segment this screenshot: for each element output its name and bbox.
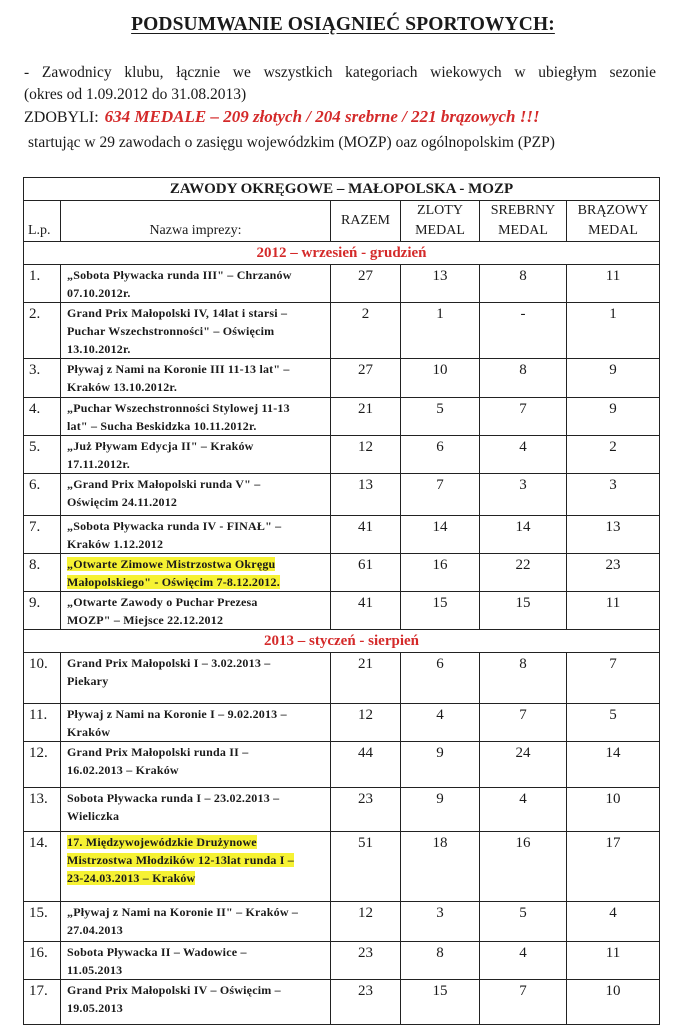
- table-row: [24, 653, 660, 704]
- event-name: [61, 516, 331, 554]
- total-medals: 2: [331, 303, 401, 359]
- table-row: [24, 742, 660, 788]
- event-name-line: Grand Prix Małopolski IV, 14lat i starsi –: [67, 306, 288, 320]
- gold-medals: 7: [401, 474, 480, 516]
- total-medals: 12: [331, 704, 401, 742]
- event-name-line: Pływaj z Nami na Koronie III 11-13 lat" –: [67, 362, 290, 376]
- event-name-line: Piekary: [67, 674, 109, 688]
- bronze-medals: 10: [567, 788, 660, 832]
- silver-medals: 5: [480, 902, 567, 942]
- header-bronze: [567, 201, 660, 242]
- bronze-medals: 23: [567, 554, 660, 592]
- total-medals: 27: [331, 359, 401, 398]
- total-medals: 41: [331, 516, 401, 554]
- bronze-medals: 9: [567, 359, 660, 398]
- event-name-line: Wieliczka: [67, 809, 120, 823]
- gold-medals: 9: [401, 742, 480, 788]
- event-name-line: „Sobota Pływacka runda III" – Chrzanów: [67, 268, 292, 282]
- event-name-line: Grand Prix Małopolski runda II –: [67, 745, 249, 759]
- event-name-line: Grand Prix Małopolski I – 3.02.2013 –: [67, 656, 271, 670]
- table-header-row: [24, 201, 660, 242]
- event-name-line: lat" – Sucha Beskidzka 10.11.2012r.: [67, 419, 257, 433]
- intro-paragraph: [24, 62, 656, 106]
- gold-medals: 16: [401, 554, 480, 592]
- gold-medals: 15: [401, 592, 480, 630]
- table-row: [24, 265, 660, 303]
- medal-summary: [24, 107, 540, 127]
- total-medals: 41: [331, 592, 401, 630]
- total-medals: 23: [331, 942, 401, 980]
- table-row: [24, 303, 660, 359]
- header-bronze-line1: BRĄZOWY: [577, 203, 649, 218]
- table-row: [24, 902, 660, 942]
- event-name-line: Grand Prix Małopolski IV – Oświęcim –: [67, 983, 281, 997]
- row-number: 6.: [24, 474, 61, 516]
- page-title: PODSUMWANIE OSIĄGNIEĆ SPORTOWYCH:: [131, 14, 555, 35]
- bronze-medals: 13: [567, 516, 660, 554]
- row-number: 12.: [24, 742, 61, 788]
- header-silver: [480, 201, 567, 242]
- header-total: RAZEM: [331, 201, 401, 242]
- silver-medals: 16: [480, 832, 567, 902]
- event-name: [61, 980, 331, 1025]
- event-name: [61, 832, 331, 902]
- event-name-line: Kraków 1.12.2012: [67, 537, 164, 551]
- event-name: [61, 436, 331, 474]
- row-number: 15.: [24, 902, 61, 942]
- header-gold-line1: ZLOTY: [417, 203, 463, 218]
- event-name: [61, 265, 331, 303]
- total-medals: 23: [331, 980, 401, 1025]
- table-row: [24, 398, 660, 436]
- header-gold: [401, 201, 480, 242]
- intro-line-2: (okres od 1.09.2012 do 31.08.2013): [24, 86, 247, 103]
- header-name: Nazwa imprezy:: [61, 201, 331, 242]
- gold-medals: 18: [401, 832, 480, 902]
- table-row: [24, 832, 660, 902]
- row-number: 16.: [24, 942, 61, 980]
- gold-medals: 13: [401, 265, 480, 303]
- row-number: 8.: [24, 554, 61, 592]
- section-label: 2012 – wrzesień - grudzień: [24, 242, 660, 265]
- event-name-line: 17. Międzywojewódzkie Drużynowe: [67, 835, 257, 849]
- silver-medals: 4: [480, 788, 567, 832]
- total-medals: 13: [331, 474, 401, 516]
- row-number: 7.: [24, 516, 61, 554]
- event-name-line: „Otwarte Zimowe Mistrzostwa Okręgu: [67, 557, 276, 571]
- silver-medals: 22: [480, 554, 567, 592]
- event-name-line: Sobota Pływacka runda I – 23.02.2013 –: [67, 791, 280, 805]
- event-name-line: Oświęcim 24.11.2012: [67, 495, 178, 509]
- results-table: [23, 177, 660, 1025]
- total-medals: 21: [331, 653, 401, 704]
- intro-line-1: - Zawodnicy klubu, łącznie we wszystkich kategoriach wiekowych w ubiegłym sezonie: [24, 64, 656, 81]
- total-medals: 44: [331, 742, 401, 788]
- row-number: 4.: [24, 398, 61, 436]
- section-row: [24, 630, 660, 653]
- event-name: [61, 474, 331, 516]
- table-caption: ZAWODY OKRĘGOWE – MAŁOPOLSKA - MOZP: [24, 178, 660, 201]
- silver-medals: 3: [480, 474, 567, 516]
- header-bronze-line2: MEDAL: [588, 223, 638, 238]
- silver-medals: 15: [480, 592, 567, 630]
- bronze-medals: 11: [567, 592, 660, 630]
- table-row: [24, 704, 660, 742]
- bronze-medals: 10: [567, 980, 660, 1025]
- bronze-medals: 11: [567, 265, 660, 303]
- bronze-medals: 14: [567, 742, 660, 788]
- silver-medals: 7: [480, 398, 567, 436]
- gold-medals: 10: [401, 359, 480, 398]
- event-name-line: MOZP" – Miejsce 22.12.2012: [67, 613, 224, 627]
- event-name: [61, 554, 331, 592]
- event-name: [61, 303, 331, 359]
- event-name: [61, 398, 331, 436]
- event-name-line: Puchar Wszechstronności" – Oświęcim: [67, 324, 275, 338]
- row-number: 13.: [24, 788, 61, 832]
- silver-medals: 4: [480, 942, 567, 980]
- table-row: [24, 436, 660, 474]
- silver-medals: 7: [480, 980, 567, 1025]
- event-name-line: Kraków: [67, 725, 111, 739]
- event-name-line: Mistrzostwa Młodzików 12-13lat runda I –: [67, 853, 294, 867]
- total-medals: 21: [331, 398, 401, 436]
- row-number: 11.: [24, 704, 61, 742]
- header-lp: L.p.: [24, 201, 61, 242]
- won-summary: 634 MEDALE – 209 złotych / 204 srebrne / 221 brązowych !!!: [104, 107, 540, 126]
- event-name-line: „Grand Prix Małopolski runda V" –: [67, 477, 261, 491]
- competitions-line: startując w 29 zawodach o zasięgu wojewódzkim (MOZP) oaz ogólnopolskim (PZP): [28, 134, 555, 151]
- bronze-medals: 5: [567, 704, 660, 742]
- event-name-line: „Otwarte Zawody o Puchar Prezesa: [67, 595, 258, 609]
- gold-medals: 3: [401, 902, 480, 942]
- silver-medals: 4: [480, 436, 567, 474]
- row-number: 10.: [24, 653, 61, 704]
- table-row: [24, 788, 660, 832]
- event-name: [61, 788, 331, 832]
- bronze-medals: 3: [567, 474, 660, 516]
- table-caption-row: [24, 178, 660, 201]
- event-name-line: 17.11.2012r.: [67, 457, 130, 471]
- silver-medals: 8: [480, 653, 567, 704]
- total-medals: 12: [331, 436, 401, 474]
- event-name: [61, 359, 331, 398]
- event-name: [61, 902, 331, 942]
- table-row: [24, 942, 660, 980]
- event-name: [61, 592, 331, 630]
- row-number: 17.: [24, 980, 61, 1025]
- event-name: [61, 942, 331, 980]
- row-number: 5.: [24, 436, 61, 474]
- gold-medals: 15: [401, 980, 480, 1025]
- bronze-medals: 1: [567, 303, 660, 359]
- gold-medals: 6: [401, 436, 480, 474]
- row-number: 1.: [24, 265, 61, 303]
- silver-medals: -: [480, 303, 567, 359]
- row-number: 14.: [24, 832, 61, 902]
- header-gold-line2: MEDAL: [415, 223, 465, 238]
- gold-medals: 4: [401, 704, 480, 742]
- silver-medals: 8: [480, 359, 567, 398]
- table-row: [24, 554, 660, 592]
- event-name-line: „Pływaj z Nami na Koronie II" – Kraków –: [67, 905, 299, 919]
- section-row: [24, 242, 660, 265]
- gold-medals: 9: [401, 788, 480, 832]
- total-medals: 51: [331, 832, 401, 902]
- total-medals: 23: [331, 788, 401, 832]
- table-row: [24, 474, 660, 516]
- bronze-medals: 2: [567, 436, 660, 474]
- gold-medals: 1: [401, 303, 480, 359]
- total-medals: 61: [331, 554, 401, 592]
- bronze-medals: 17: [567, 832, 660, 902]
- section-label: 2013 – styczeń - sierpień: [24, 630, 660, 653]
- event-name-line: „Sobota Pływacka runda IV - FINAŁ" –: [67, 519, 282, 533]
- event-name-line: 07.10.2012r.: [67, 286, 131, 300]
- row-number: 3.: [24, 359, 61, 398]
- event-name-line: Kraków 13.10.2012r.: [67, 380, 178, 394]
- event-name-line: „Już Pływam Edycja II" – Kraków: [67, 439, 254, 453]
- won-label: ZDOBYLI:: [24, 109, 99, 126]
- bronze-medals: 11: [567, 942, 660, 980]
- event-name-line: Małopolskiego" - Oświęcim 7-8.12.2012.: [67, 575, 280, 589]
- event-name-line: 16.02.2013 – Kraków: [67, 763, 179, 777]
- table-row: [24, 359, 660, 398]
- silver-medals: 7: [480, 704, 567, 742]
- gold-medals: 6: [401, 653, 480, 704]
- event-name-line: 13.10.2012r.: [67, 342, 131, 356]
- table-row: [24, 516, 660, 554]
- silver-medals: 8: [480, 265, 567, 303]
- bronze-medals: 7: [567, 653, 660, 704]
- event-name-line: „Puchar Wszechstronności Stylowej 11-13: [67, 401, 290, 415]
- header-silver-line2: MEDAL: [498, 223, 548, 238]
- silver-medals: 14: [480, 516, 567, 554]
- header-silver-line1: SREBRNY: [490, 203, 556, 218]
- row-number: 2.: [24, 303, 61, 359]
- event-name-line: Pływaj z Nami na Koronie I – 9.02.2013 –: [67, 707, 287, 721]
- event-name-line: 23-24.03.2013 – Kraków: [67, 871, 196, 885]
- event-name: [61, 742, 331, 788]
- silver-medals: 24: [480, 742, 567, 788]
- total-medals: 12: [331, 902, 401, 942]
- table-row: [24, 592, 660, 630]
- event-name: [61, 653, 331, 704]
- event-name: [61, 704, 331, 742]
- event-name-line: 11.05.2013: [67, 963, 123, 977]
- gold-medals: 8: [401, 942, 480, 980]
- event-name-line: 19.05.2013: [67, 1001, 123, 1015]
- gold-medals: 5: [401, 398, 480, 436]
- bronze-medals: 4: [567, 902, 660, 942]
- total-medals: 27: [331, 265, 401, 303]
- bronze-medals: 9: [567, 398, 660, 436]
- event-name-line: 27.04.2013: [67, 923, 123, 937]
- row-number: 9.: [24, 592, 61, 630]
- event-name-line: Sobota Pływacka II – Wadowice –: [67, 945, 247, 959]
- gold-medals: 14: [401, 516, 480, 554]
- table-row: [24, 980, 660, 1025]
